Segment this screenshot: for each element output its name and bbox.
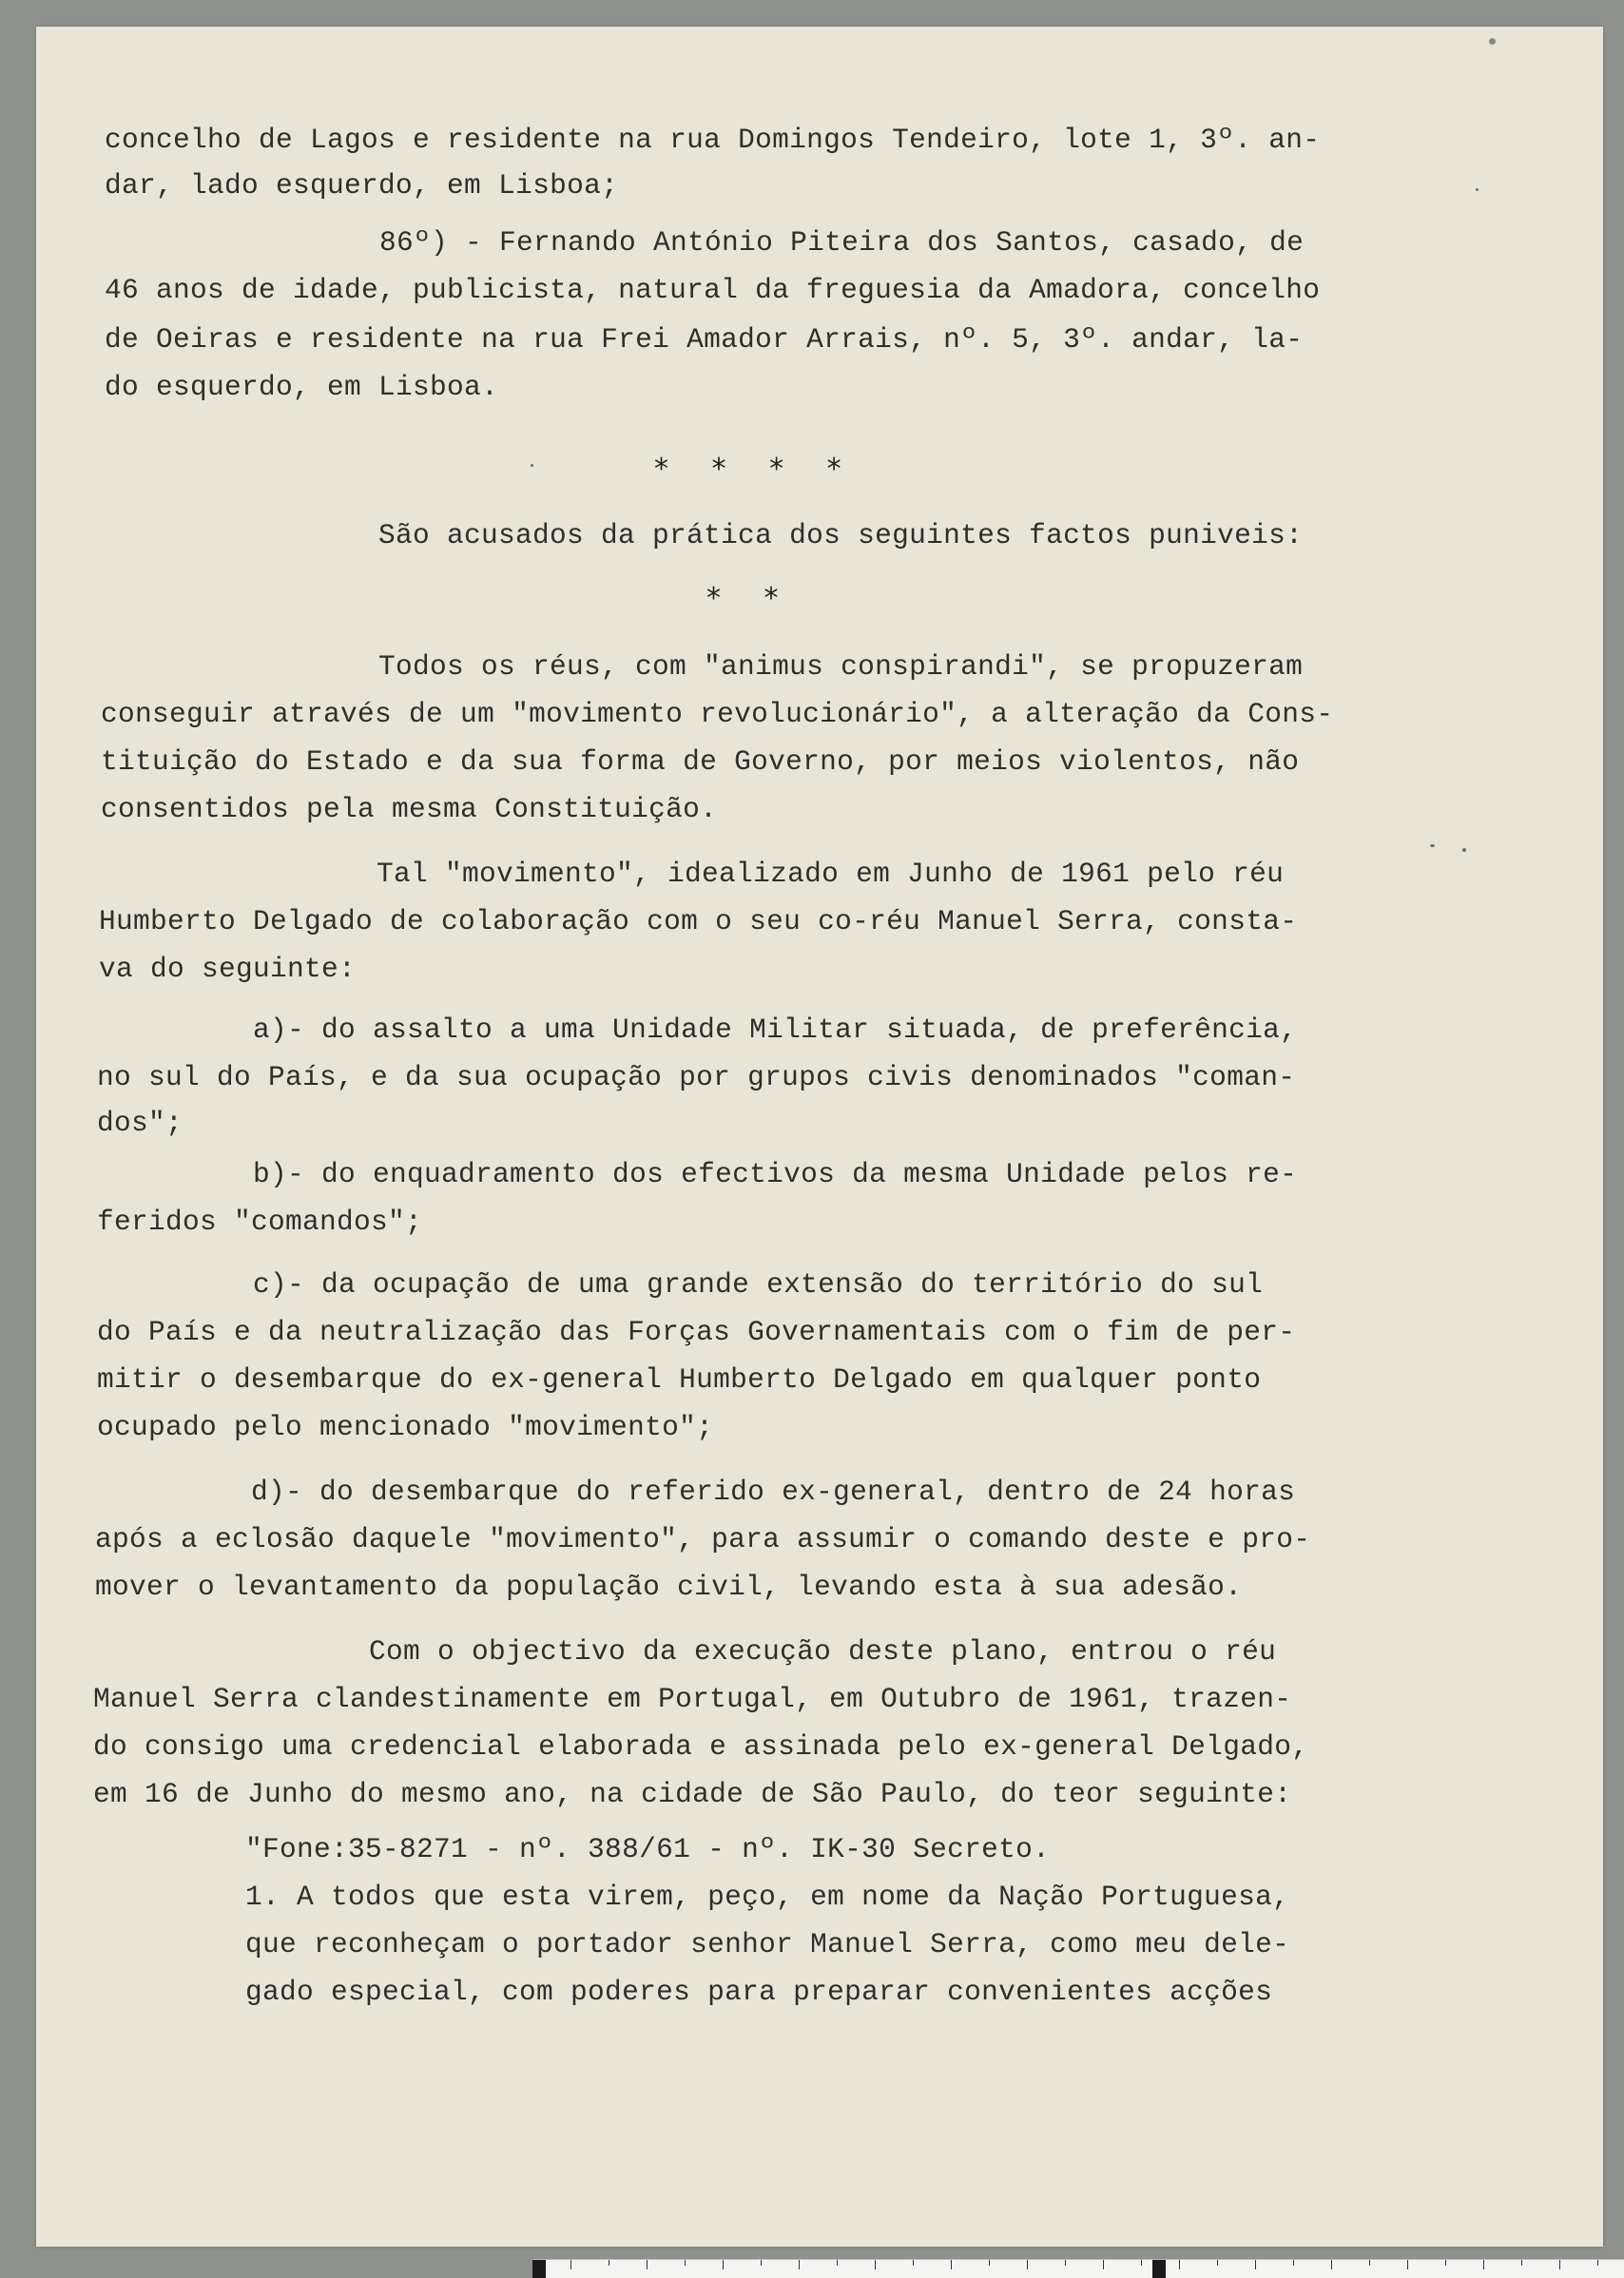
text-line: Manuel Serra clandestinamente em Portugal, em Outubro de 1961, trazen-: [93, 1683, 1292, 1715]
ruler-tick: [1217, 2260, 1218, 2266]
ruler-tick: [837, 2260, 838, 2266]
text-line: Humberto Delgado de colaboração com o seu co-réu Manuel Serra, consta-: [99, 905, 1298, 937]
text-line: consentidos pela mesma Constituição.: [101, 793, 718, 825]
text-line: a)- do assalto a uma Unidade Militar situada, de preferência,: [253, 1014, 1298, 1046]
text-line: b)- do enquadramento dos efectivos da mesma Unidade pelos re-: [253, 1158, 1298, 1190]
separator-stars: * *: [706, 582, 796, 615]
ruler-tick: [989, 2260, 990, 2266]
text-line: de Oeiras e residente na rua Frei Amador Arrais, nº. 5, 3º. andar, la-: [105, 323, 1304, 356]
text-line: após a eclosão daquele "movimento", para assumir o comando deste e pro-: [95, 1523, 1311, 1555]
text-line: Tal "movimento", idealizado em Junho de 1961 pelo réu: [377, 858, 1285, 890]
separator-stars: * * * *: [654, 453, 859, 486]
text-line: ocupado pelo mencionado "movimento";: [97, 1411, 714, 1443]
text-line: mitir o desembarque do ex-general Humberto Delgado em qualquer ponto: [97, 1363, 1262, 1396]
ruler-segment: [1152, 2260, 1166, 2278]
ruler-tick: [1597, 2260, 1598, 2266]
text-line: "Fone:35-8271 - nº. 388/61 - nº. IK-30 Secreto.: [245, 1833, 1051, 1865]
paper-speck: [1476, 188, 1479, 191]
text-line: no sul do País, e da sua ocupação por grupos civis denominados "coman-: [97, 1061, 1296, 1093]
ruler-tick: [570, 2260, 571, 2269]
text-line: 46 anos de idade, publicista, natural da freguesia da Amadora, concelho: [105, 274, 1321, 306]
paper-speck: [531, 464, 533, 467]
text-line: va do seguinte:: [99, 953, 357, 985]
ruler-tick: [761, 2260, 762, 2266]
ruler-segment: [532, 2260, 546, 2278]
ruler-tick: [1369, 2260, 1370, 2266]
ruler-tick: [685, 2260, 686, 2266]
ruler-tick: [1445, 2260, 1446, 2266]
ruler-tick: [1293, 2260, 1294, 2266]
text-line: 1. A todos que esta virem, peço, em nome da Nação Portuguesa,: [245, 1881, 1290, 1913]
text-line: c)- da ocupação de uma grande extensão do território do sul: [253, 1268, 1264, 1301]
text-line: do consigo uma credencial elaborada e assinada pelo ex-general Delgado,: [93, 1730, 1309, 1763]
ruler-tick: [1483, 2260, 1484, 2269]
text-line: d)- do desembarque do referido ex-general, dentro de 24 horas: [251, 1476, 1296, 1508]
ruler-tick: [723, 2260, 724, 2269]
text-line: feridos "comandos";: [97, 1206, 423, 1238]
ruler-tick: [1141, 2260, 1142, 2266]
text-line: conseguir através de um "movimento revolucionário", a alteração da Cons-: [101, 698, 1334, 730]
text-line: do País e da neutralização das Forças Governamentais com o fim de per-: [97, 1316, 1296, 1348]
ruler-tick: [647, 2260, 648, 2269]
ruler-tick: [799, 2260, 800, 2269]
document-page: [36, 27, 1603, 2247]
text-line: Com o objectivo da execução deste plano, entrou o réu: [369, 1635, 1277, 1668]
ruler-tick: [1065, 2260, 1066, 2266]
ruler-tick: [875, 2260, 876, 2269]
ruler-tick: [1255, 2260, 1256, 2269]
paper-speck: [1489, 38, 1496, 45]
ruler-tick: [1027, 2260, 1028, 2269]
text-line: tituição do Estado e da sua forma de Governo, por meios violentos, não: [101, 745, 1300, 778]
text-line: Todos os réus, com "animus conspirandi", se propuzeram: [378, 650, 1304, 683]
paper-speck: [1430, 844, 1435, 847]
ruler-tick: [1407, 2260, 1408, 2269]
ruler-tick: [1103, 2260, 1104, 2269]
text-line: concelho de Lagos e residente na rua Domingos Tendeiro, lote 1, 3º. an-: [105, 124, 1321, 156]
text-line: dos";: [97, 1107, 184, 1139]
typed-text-body: [36, 27, 1334, 2008]
text-line: em 16 de Junho do mesmo ano, na cidade de São Paulo, do teor seguinte:: [93, 1778, 1292, 1810]
text-line: 86º) - Fernando António Piteira dos Santos, casado, de: [379, 226, 1305, 259]
ruler-tick: [913, 2260, 914, 2266]
text-line: que reconheçam o portador senhor Manuel Serra, como meu dele-: [245, 1928, 1290, 1960]
scale-ruler: [532, 2259, 1624, 2278]
text-line: São acusados da prática dos seguintes factos puniveis:: [378, 519, 1304, 551]
paper-speck: [1462, 848, 1466, 852]
text-line: do esquerdo, em Lisboa.: [105, 371, 499, 403]
ruler-tick: [1559, 2260, 1560, 2269]
ruler-tick: [1331, 2260, 1332, 2269]
text-line: gado especial, com poderes para preparar convenientes acções: [245, 1976, 1273, 2008]
ruler-tick: [951, 2260, 952, 2269]
text-line: dar, lado esquerdo, em Lisboa;: [105, 169, 619, 202]
ruler-tick: [1179, 2260, 1180, 2269]
text-line: mover o levantamento da população civil, levando esta à sua adesão.: [95, 1571, 1243, 1603]
ruler-tick: [1521, 2260, 1522, 2266]
